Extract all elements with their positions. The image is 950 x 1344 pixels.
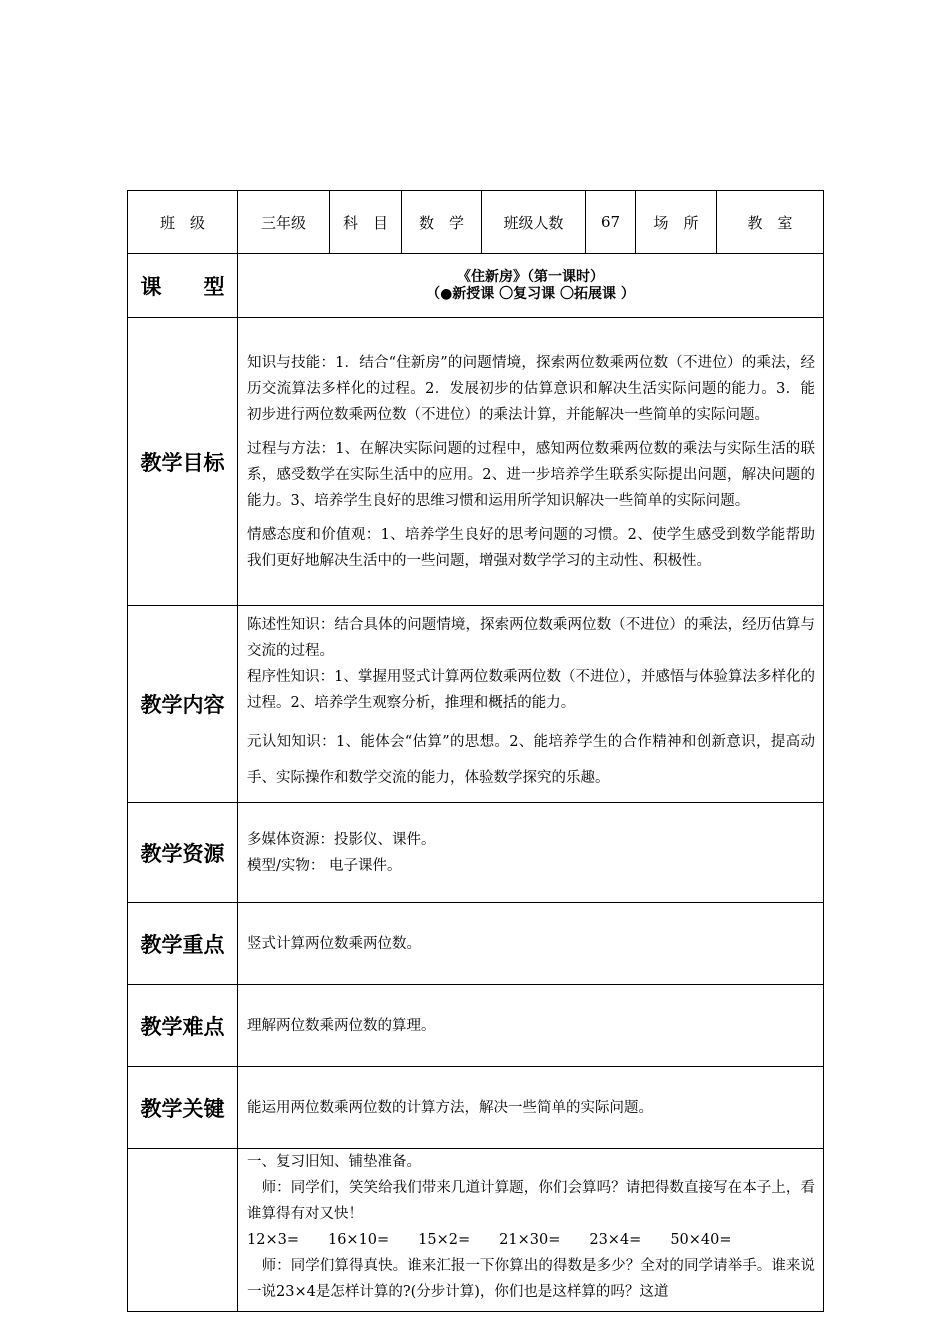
difficulty-text: 理解两位数乘两位数的算理。 <box>238 985 824 1067</box>
key-label: 教学关键 <box>128 1067 238 1149</box>
process-teacher-1: 师：同学们，笑笑给我们带来几道计算题，你们会算吗？请把得数直接写在本子上，看谁算得有对又快！ <box>247 1180 815 1222</box>
resources-media: 多媒体资源：投影仪、课件。 <box>247 831 436 848</box>
course-type-options: （●新授课 〇复习课 〇拓展课 ） <box>426 285 635 302</box>
student-count-value: 67 <box>586 191 636 254</box>
difficulty-row <box>128 985 824 1067</box>
place-label: 场 所 <box>636 191 717 254</box>
content-label: 教学内容 <box>128 606 238 803</box>
process-exercises: 12×3= 16×10= 15×2= 21×30= 23×4= 50×40= <box>247 1232 732 1248</box>
key-point-text: 竖式计算两位数乘两位数。 <box>238 903 824 985</box>
objective-knowledge: 知识与技能：1．结合“住新房”的问题情境，探索两位数乘两位数（不进位）的乘法，经历交流算法多样化的过程。2．发展初步的估算意识和解决生活实际问题的能力。3．能初步进行两位数乘两位数（不进位）的乘法计算，并能解决一些简单的实际问题。 <box>247 354 815 423</box>
content-meta: 元认知知识：1、能体会“估算”的思想。2、能培养学生的合作精神和创新意识，提高动手、实际操作和数学交流的能力，体验数学探究的乐趣。 <box>247 734 815 786</box>
course-type-row <box>128 254 824 318</box>
key-row <box>128 1067 824 1149</box>
objectives-row <box>128 318 824 606</box>
key-text: 能运用两位数乘两位数的计算方法，解决一些简单的实际问题。 <box>238 1067 824 1149</box>
lesson-plan-table <box>127 190 824 1312</box>
resources-label: 教学资源 <box>128 803 238 903</box>
place-value: 教 室 <box>717 191 824 254</box>
objective-emotion: 情感态度和价值观：1、培养学生良好的思考问题的习惯。2、使学生感受到数学能帮助我们更好地解决生活中的一些问题，增强对数学学习的主动性、积极性。 <box>247 526 815 569</box>
subject-label: 科 目 <box>330 191 402 254</box>
key-point-row <box>128 903 824 985</box>
process-teacher-2: 师：同学们算得真快。谁来汇报一下你算出的得数是多少？全对的同学请举手。谁来说一说23×4是怎样计算的?(分步计算)，你们也是这样算的吗？这道 <box>247 1258 815 1300</box>
objective-process: 过程与方法：1、在解决实际问题的过程中，感知两位数乘两位数的乘法与实际生活的联系，感受数学在实际生活中的应用。2、进一步培养学生联系实际提出问题，解决问题的能力。3、培养学生良好的思维习惯和运用所学知识解决一些简单的实际问题。 <box>247 440 815 509</box>
header-row <box>128 191 824 254</box>
content-procedural: 程序性知识：1、掌握用竖式计算两位数乘两位数（不进位），并感悟与体验算法多样化的过程。2、培养学生观察分析，推理和概括的能力。 <box>247 669 815 711</box>
resources-model: 模型/实物： 电子课件。 <box>247 857 402 874</box>
student-count-label: 班级人数 <box>482 191 586 254</box>
class-label: 班 级 <box>128 191 238 254</box>
process-cell <box>238 1149 824 1312</box>
resources-row <box>128 803 824 903</box>
course-title: 《住新房》（第一课时） <box>457 268 604 285</box>
resources-cell <box>238 803 824 903</box>
key-point-label: 教学重点 <box>128 903 238 985</box>
objectives-label: 教学目标 <box>128 318 238 606</box>
process-row <box>128 1149 824 1312</box>
subject-value: 数 学 <box>402 191 482 254</box>
course-type-cell <box>238 254 824 318</box>
content-row <box>128 606 824 803</box>
content-cell <box>238 606 824 803</box>
content-declarative: 陈述性知识：结合具体的问题情境，探索两位数乘两位数（不进位）的乘法，经历估算与交流的过程。 <box>247 617 815 659</box>
process-heading: 一、复习旧知、铺垫准备。 <box>247 1154 421 1170</box>
process-label-empty <box>128 1149 238 1312</box>
course-type-label: 课 型 <box>128 254 238 318</box>
objectives-cell <box>238 318 824 606</box>
difficulty-label: 教学难点 <box>128 985 238 1067</box>
class-value: 三年级 <box>238 191 330 254</box>
